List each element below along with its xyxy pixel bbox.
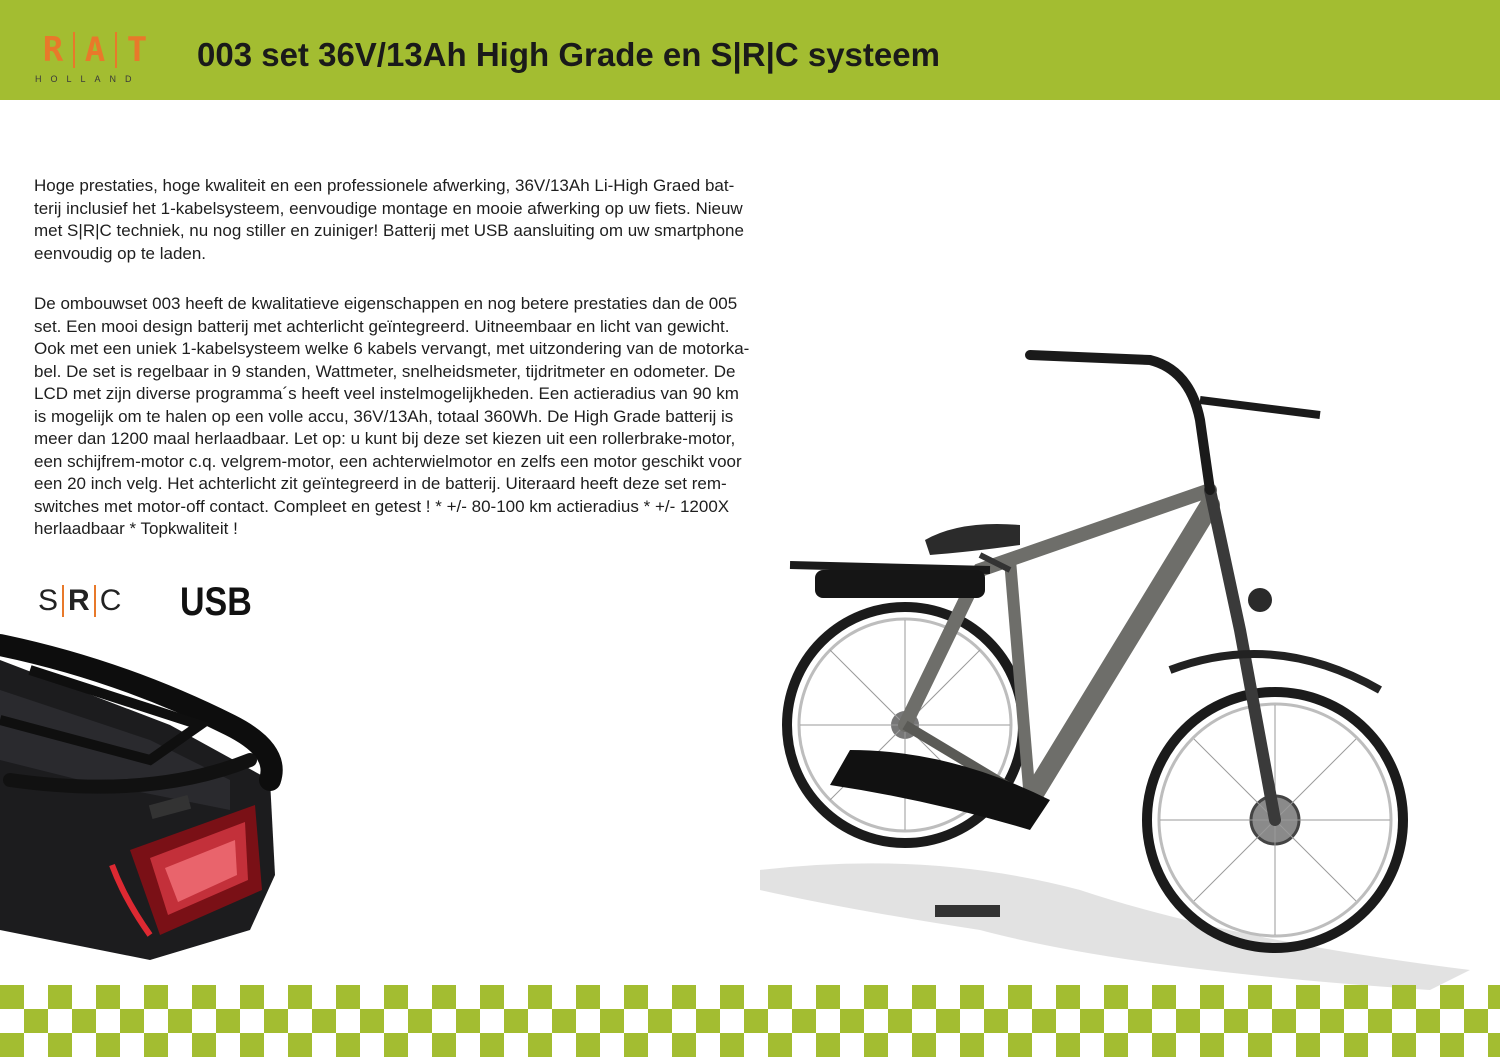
text-line: LCD met zijn diverse programma´s heeft veel instelmogelijkheden. Een actieradius van 90 km	[34, 384, 739, 403]
text-line: set. Een mooi design batterij met achterlicht geïntegreerd. Uitneembaar en licht van gewicht.	[34, 316, 730, 336]
text-line: switches met motor-off contact. Compleet en getest ! * +/- 80-100 km actieradius * +/- 1200X	[34, 496, 730, 516]
text-line: meer dan 1200 maal herlaadbaar. Let op: u kunt bij deze set kiezen uit een rollerbrake-motor,	[34, 429, 736, 448]
rat-holland-logo	[33, 30, 158, 92]
text-line: eenvoudig op te laden.	[34, 243, 207, 263]
src-divider	[94, 585, 96, 617]
src-letter: R	[68, 584, 90, 617]
text-line: Ook met een uniek 1-kabelsysteem welke 6 kabels vervangt, met uitzondering van de motorka-	[34, 339, 750, 358]
text-line: is mogelijk om te halen op een volle accu, 36V/13Ah, totaal 360Wh. De High Grade batterij is	[34, 406, 734, 426]
logo-subtitle: HOLLAND	[35, 74, 141, 84]
e-bike-photo	[730, 330, 1480, 990]
battery-rear-light-photo	[0, 630, 300, 990]
text-line: Hoge prestaties, hoge kwaliteit en een professionele afwerking, 36V/13Ah Li-High Graed bat-	[34, 176, 735, 195]
text-line: bel. De set is regelbaar in 9 standen, Wattmeter, snelheidsmeter, tijdritmeter en odometer. De	[34, 361, 736, 381]
src-divider	[62, 585, 64, 617]
logo-letter: R	[42, 30, 64, 70]
src-letter: S	[38, 584, 59, 617]
text-line: met S|R|C techniek, nu nog stiller en zuiniger! Batterij met USB aansluiting om uw smartphone	[34, 221, 744, 240]
src-badge	[38, 584, 121, 618]
usb-badge: USB	[180, 580, 252, 624]
text-line: herlaadbaar * Topkwaliteit !	[34, 519, 238, 538]
text-line: een 20 inch velg. Het achterlicht zit geïntegreerd in de batterij. Uiteraard heeft deze set rem-	[34, 474, 727, 493]
text-line: een schijfrem-motor c.q. velgrem-motor, een achterwielmotor en zelfs een motor geschikt voor	[34, 451, 742, 471]
text-line: terij inclusief het 1-kabelsysteem, eenvoudige montage en mooie afwerking op uw fiets. Nieuw	[34, 198, 743, 218]
src-letter: C	[99, 584, 122, 617]
logo-letter: A	[84, 30, 106, 70]
logo-letter: T	[126, 30, 148, 70]
intro-paragraph	[34, 175, 884, 265]
text-line: De ombouwset 003 heeft de kwalitatieve eigenschappen en nog betere prestaties dan de 005	[34, 294, 738, 313]
header-band	[0, 0, 1500, 100]
checkered-footer	[0, 985, 1500, 1057]
page-title: 003 set 36V/13Ah High Grade en S|R|C systeem	[197, 36, 940, 73]
